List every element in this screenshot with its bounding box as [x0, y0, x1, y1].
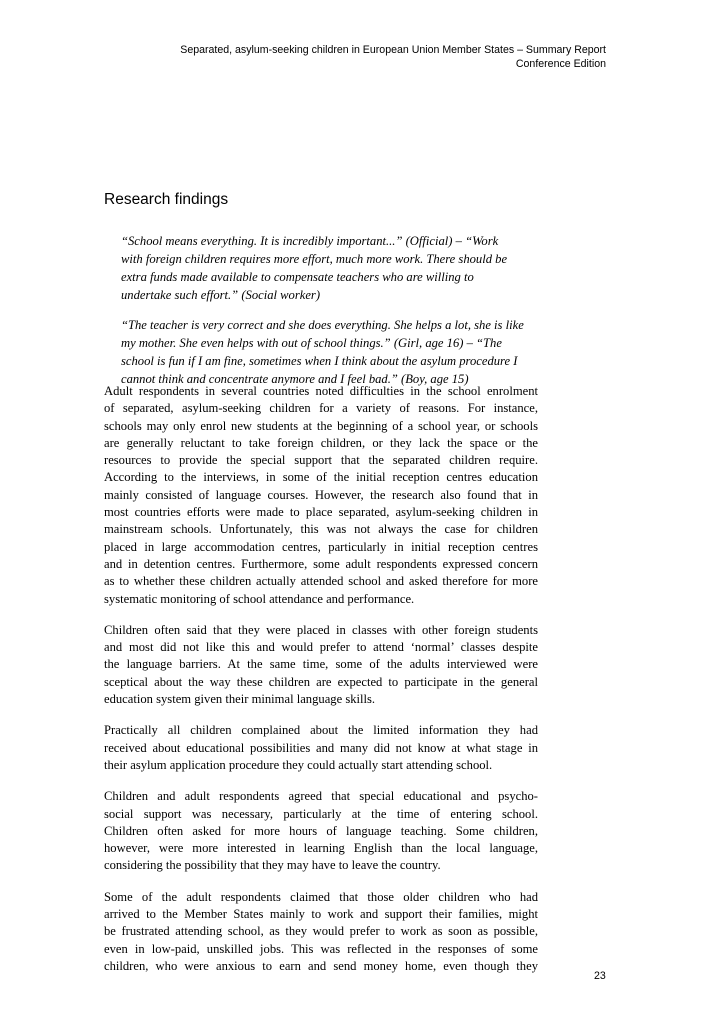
paragraph-line: of separated, asylum-seeking children for a variety of reasons. For instance, [104, 401, 538, 416]
paragraph-line: mainly consisted of language courses. However, the research also found that in [104, 487, 538, 502]
quote-line: extra funds made available to compensate teachers who are willing to [121, 270, 474, 284]
paragraph-older-children-work [104, 889, 538, 975]
paragraph-line: According to the interviews, in some of the initial reception centres education [104, 470, 538, 485]
paragraph-line: education system given their minimal language skills. [104, 692, 376, 707]
paragraph-line: as to whether these children actually attended school and asked therefore for more [104, 574, 538, 589]
quote-line: undertake such effort.” (Social worker) [121, 288, 321, 302]
paragraph-school-enrolment [104, 383, 538, 608]
paragraph-foreign-classes [104, 622, 538, 708]
paragraph-line: their asylum application procedure they could actually start attending school. [104, 757, 493, 772]
paragraph-line: received about educational possibilities and many did not know at what stage in [104, 740, 538, 755]
paragraph-line: Practically all children complained about the limited information they had [104, 723, 538, 738]
paragraph-line: resources to provide the special support that the separated children require. [104, 453, 538, 468]
paragraph-line: Adult respondents in several countries noted difficulties in the school enrolment [104, 384, 538, 398]
paragraph-line: social support was necessary, particularly at the time of entering school. [104, 806, 538, 821]
quote-block [121, 232, 541, 400]
body-text [104, 383, 538, 989]
quote-line: cannot think and concentrate anymore and I feel bad.” (Boy, age 15) [121, 372, 469, 386]
paragraph-line: sceptical about the way these children are expected to participate in the general [104, 674, 538, 689]
paragraph-line: considering the possibility that they may have to leave the country. [104, 858, 441, 873]
quote-line: with foreign children requires more effort, much more work. There should be [121, 252, 508, 266]
paragraph-line: most countries efforts were made to place separated, asylum-seeking children in [104, 505, 538, 520]
paragraph-line: arrived to the Member States mainly to work and support their families, might [104, 907, 538, 922]
paragraph-line: mainstream schools. Unfortunately, this was not always the case for children [104, 522, 538, 537]
quote-line: “School means everything. It is incredibly important...” (Official) – “Work [121, 234, 499, 248]
paragraph-line: the language barriers. At the same time, some of the adults interviewed were [104, 657, 538, 672]
paragraph-line: placed in large accommodation centres, particularly in initial reception centres [104, 539, 538, 554]
quote-line: my mother. She even helps with out of school things.” (Girl, age 16) – “The [121, 336, 502, 350]
paragraph-line: Children and adult respondents agreed that special educational and psycho- [104, 789, 538, 804]
quote-girl-boy [121, 316, 541, 388]
paragraph-line: and in detention centres. Furthermore, some adult respondents expressed concern [104, 556, 538, 571]
paragraph-line: however, were more interested in learning English than the local language, [104, 841, 538, 856]
quote-line: school is fun if I am fine, sometimes when I think about the asylum procedure I [121, 354, 518, 368]
paragraph-psychosocial-support [104, 788, 538, 874]
paragraph-line: even in low-paid, unskilled jobs. This was reflected in the responses of some [104, 941, 538, 956]
page-number: 23 [594, 970, 606, 982]
paragraph-limited-information [104, 722, 538, 774]
paragraph-line: Children often asked for more hours of language teaching. Some children, [104, 823, 538, 838]
paragraph-line: systematic monitoring of school attendance and performance. [104, 591, 415, 606]
paragraph-line: children, who were anxious to earn and send money home, even though they [104, 958, 538, 973]
paragraph-line: be frustrated attending school, as they would prefer to work as soon as possible, [104, 924, 538, 939]
quote-official-social-worker [121, 232, 541, 304]
header-edition: Conference Edition [515, 58, 606, 70]
section-title: Research findings [104, 191, 229, 208]
quote-line: “The teacher is very correct and she does everything. She helps a lot, she is like [121, 318, 524, 332]
paragraph-line: and most did not like this and would prefer to attend ‘normal’ classes despite [104, 640, 538, 655]
paragraph-line: schools may only enrol new students at the beginning of a school year, or schools [104, 418, 538, 433]
paragraph-line: Children often said that they were placed in classes with other foreign students [104, 622, 538, 637]
paragraph-line: are generally reluctant to take foreign children, or they lack the space or the [104, 435, 538, 450]
paragraph-line: Some of the adult respondents claimed that those older children who had [104, 889, 538, 904]
running-header [106, 43, 606, 71]
header-report-title: Separated, asylum-seeking children in European Union Member States – Summary Report [180, 44, 606, 56]
